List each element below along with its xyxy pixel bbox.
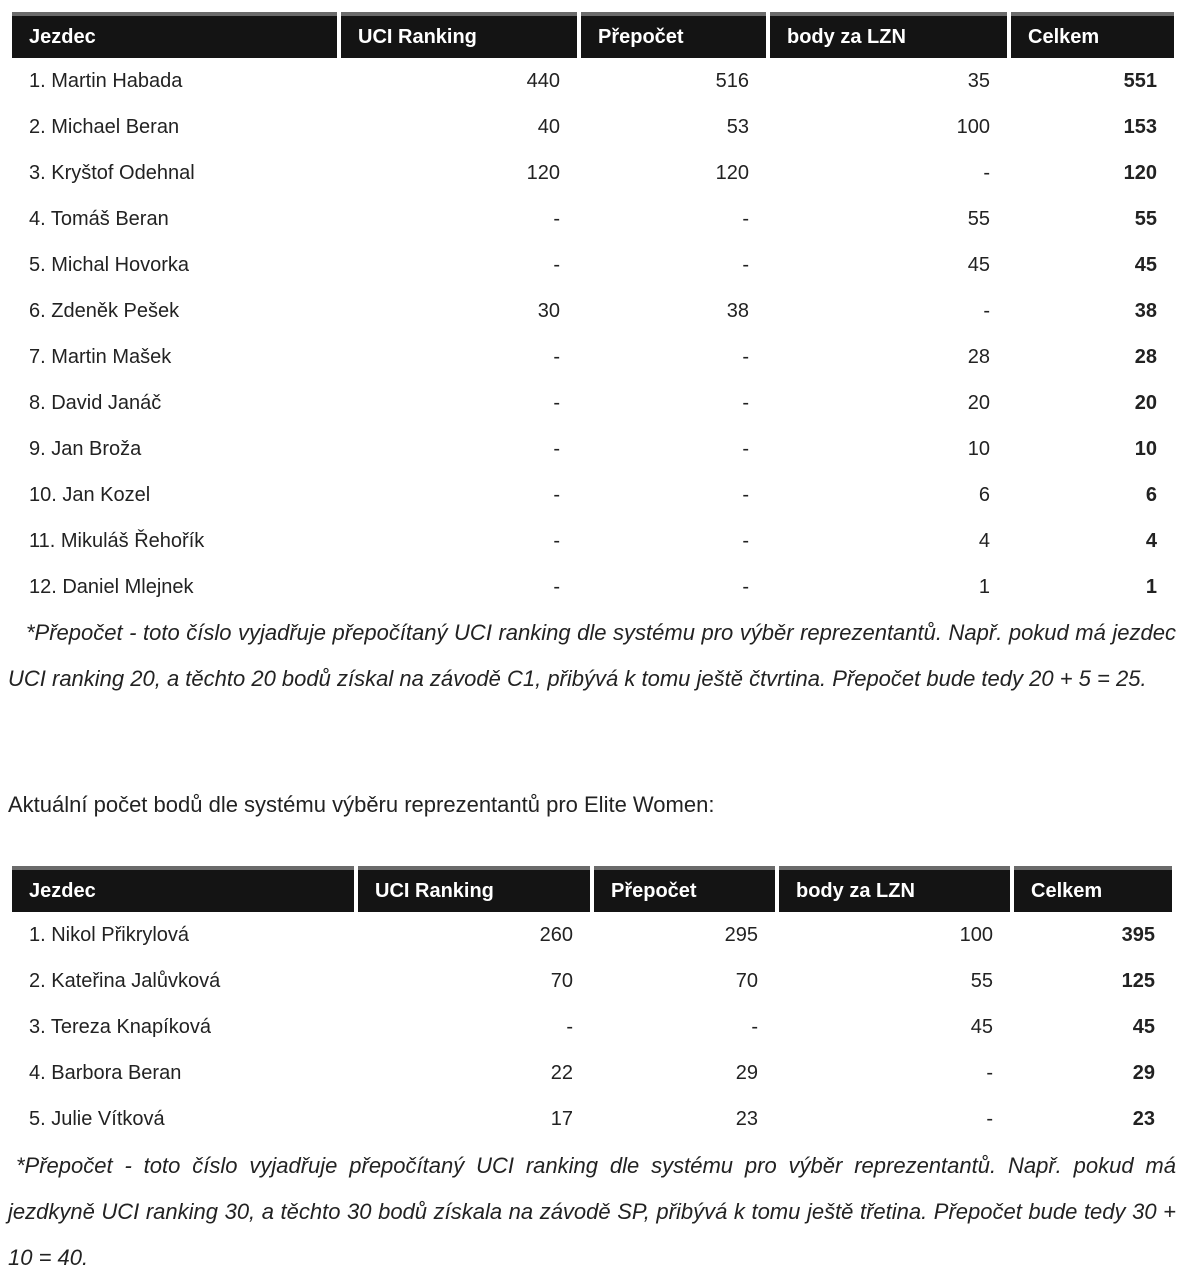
- lzn-points-value: 45: [967, 253, 990, 276]
- recalc-value: -: [742, 207, 749, 230]
- total-value: 120: [1123, 161, 1157, 184]
- total-value: 10: [1134, 437, 1157, 460]
- recalc-value: 295: [724, 923, 758, 946]
- recalc-value: -: [742, 345, 749, 368]
- rider-name: 7. Martin Mašek: [29, 345, 172, 368]
- recalc-value: -: [751, 1015, 758, 1038]
- lzn-points-value: 20: [967, 391, 990, 414]
- uci-ranking-value: 440: [526, 69, 560, 92]
- header-total: Celkem: [1011, 12, 1174, 58]
- total-value: 395: [1121, 923, 1155, 946]
- lzn-points-value: 6: [978, 483, 990, 506]
- uci-ranking-value: -: [553, 483, 560, 506]
- lzn-points-value: 100: [959, 923, 993, 946]
- uci-ranking-value: 30: [537, 299, 560, 322]
- uci-ranking-value: -: [566, 1015, 573, 1038]
- recalc-value: -: [742, 253, 749, 276]
- lzn-points-value: 55: [970, 969, 993, 992]
- lzn-points-value: 1: [978, 575, 990, 598]
- recalc-value: -: [742, 483, 749, 506]
- table-row: [12, 518, 1174, 564]
- table-row: [12, 104, 1174, 150]
- uci-ranking-value: -: [553, 391, 560, 414]
- header-uci-ranking: UCI Ranking: [341, 12, 577, 58]
- rider-name: 10. Jan Kozel: [29, 483, 151, 506]
- rider-name: 4. Tomáš Beran: [29, 207, 169, 230]
- table-row: [12, 288, 1174, 334]
- header-recalc: Přepočet: [594, 866, 775, 912]
- table-row: [12, 426, 1174, 472]
- table-row: [12, 58, 1174, 104]
- recalc-value: 23: [735, 1107, 758, 1130]
- lzn-points-value: 10: [967, 437, 990, 460]
- women-table-body: [12, 912, 1172, 1142]
- header-uci-ranking: UCI Ranking: [358, 866, 590, 912]
- header-lzn-points: body za LZN: [779, 866, 1010, 912]
- total-value: 551: [1123, 69, 1157, 92]
- rider-name: 8. David Janáč: [29, 391, 162, 414]
- lzn-points-value: 100: [956, 115, 990, 138]
- recalc-value: 120: [715, 161, 749, 184]
- rider-name: 11. Mikuláš Řehořík: [29, 529, 205, 552]
- rider-name: 5. Michal Hovorka: [29, 253, 190, 276]
- lzn-points-value: 28: [967, 345, 990, 368]
- rider-name: 9. Jan Brožа: [29, 437, 142, 460]
- table-row: [12, 958, 1172, 1004]
- total-value: 45: [1132, 1015, 1155, 1038]
- rider-name: 5. Julie Vítková: [29, 1107, 165, 1130]
- total-value: 1: [1145, 575, 1157, 598]
- recalc-value: 70: [735, 969, 758, 992]
- men-table-body: [12, 58, 1174, 610]
- rider-name: 6. Zdeněk Pešek: [29, 299, 180, 322]
- uci-ranking-value: 70: [550, 969, 573, 992]
- table-row: [12, 1050, 1172, 1096]
- total-value: 45: [1134, 253, 1157, 276]
- men-ranking-table: [8, 12, 1178, 610]
- uci-ranking-value: 17: [550, 1107, 573, 1130]
- lzn-points-value: 4: [978, 529, 990, 552]
- rider-name: 2. Kateřina Jalůvková: [29, 969, 221, 992]
- recalc-value: -: [742, 437, 749, 460]
- header-lzn-points: body za LZN: [770, 12, 1007, 58]
- uci-ranking-value: -: [553, 437, 560, 460]
- table-row: [12, 334, 1174, 380]
- table-row: [12, 242, 1174, 288]
- total-value: 38: [1134, 299, 1157, 322]
- table-row: [12, 1004, 1172, 1050]
- uci-ranking-value: -: [553, 529, 560, 552]
- total-value: 153: [1123, 115, 1157, 138]
- lzn-points-value: 55: [967, 207, 990, 230]
- total-value: 55: [1134, 207, 1157, 230]
- uci-ranking-value: -: [553, 207, 560, 230]
- men-recalc-note: *Přepočet - toto číslo vyjadřuje přepočítaný UCI ranking dle systému pro výběr reprezentantů. Např. pokud má jezdec UCI ranking 20, a těchto 20 bodů získal na závodě C1, přibývá k tomu ještě čtvrtina. Přepočet bude tedy 20 + 5 = 25.: [8, 620, 1176, 691]
- recalc-value: 38: [726, 299, 749, 322]
- total-value: 125: [1121, 969, 1155, 992]
- uci-ranking-value: -: [553, 575, 560, 598]
- rider-name: 3. Tereza Knapíková: [29, 1015, 211, 1038]
- rider-name: 1. Nikol Přikrylová: [29, 923, 190, 946]
- header-recalc: Přepočet: [581, 12, 766, 58]
- header-rider: Jezdec: [12, 866, 354, 912]
- women-section-heading: Aktuální počet bodů dle systému výběru reprezentantů pro Elite Women:: [8, 792, 715, 817]
- uci-ranking-value: -: [553, 253, 560, 276]
- table-row: [12, 150, 1174, 196]
- total-value: 23: [1132, 1107, 1155, 1130]
- lzn-points-value: -: [983, 299, 990, 322]
- lzn-points-value: -: [986, 1107, 993, 1130]
- recalc-value: 516: [715, 69, 749, 92]
- uci-ranking-value: 40: [537, 115, 560, 138]
- rider-name: 1. Martin Habada: [29, 69, 183, 92]
- table-row: [12, 380, 1174, 426]
- header-rider: Jezdec: [12, 12, 337, 58]
- rider-name: 2. Michael Beran: [29, 115, 180, 138]
- uci-ranking-value: 120: [526, 161, 560, 184]
- lzn-points-value: -: [983, 161, 990, 184]
- table-row: [12, 912, 1172, 958]
- total-value: 20: [1134, 391, 1157, 414]
- recalc-value: -: [742, 575, 749, 598]
- rider-name: 4. Barbora Beran: [29, 1061, 182, 1084]
- rider-name: 3. Kryštof Odehnal: [29, 161, 195, 184]
- uci-ranking-value: 22: [550, 1061, 573, 1084]
- recalc-value: -: [742, 391, 749, 414]
- women-recalc-note: *Přepočet - toto číslo vyjadřuje přepočítaný UCI ranking dle systému pro výběr reprezentantů. Např. pokud má jezdkyně UCI ranking 30, a těchto 30 bodů získala na závodě SP, přibývá k tomu ještě třetina. Přepočet bude tedy 30 + 10 = 40.: [8, 1153, 1176, 1270]
- header-total: Celkem: [1014, 866, 1172, 912]
- recalc-value: 53: [726, 115, 749, 138]
- table-row: [12, 196, 1174, 242]
- lzn-points-value: -: [986, 1061, 993, 1084]
- lzn-points-value: 35: [967, 69, 990, 92]
- table-header-row: [12, 866, 1172, 912]
- table-row: [12, 564, 1174, 610]
- uci-ranking-value: 260: [539, 923, 573, 946]
- women-ranking-table: [8, 866, 1176, 1142]
- recalc-value: -: [742, 529, 749, 552]
- total-value: 4: [1145, 529, 1157, 552]
- total-value: 6: [1145, 483, 1157, 506]
- table-row: [12, 1096, 1172, 1142]
- table-header-row: [12, 12, 1174, 58]
- rider-name: 12. Daniel Mlejnek: [29, 575, 194, 598]
- uci-ranking-value: -: [553, 345, 560, 368]
- total-value: 29: [1132, 1061, 1155, 1084]
- total-value: 28: [1134, 345, 1157, 368]
- recalc-value: 29: [735, 1061, 758, 1084]
- table-row: [12, 472, 1174, 518]
- lzn-points-value: 45: [970, 1015, 993, 1038]
